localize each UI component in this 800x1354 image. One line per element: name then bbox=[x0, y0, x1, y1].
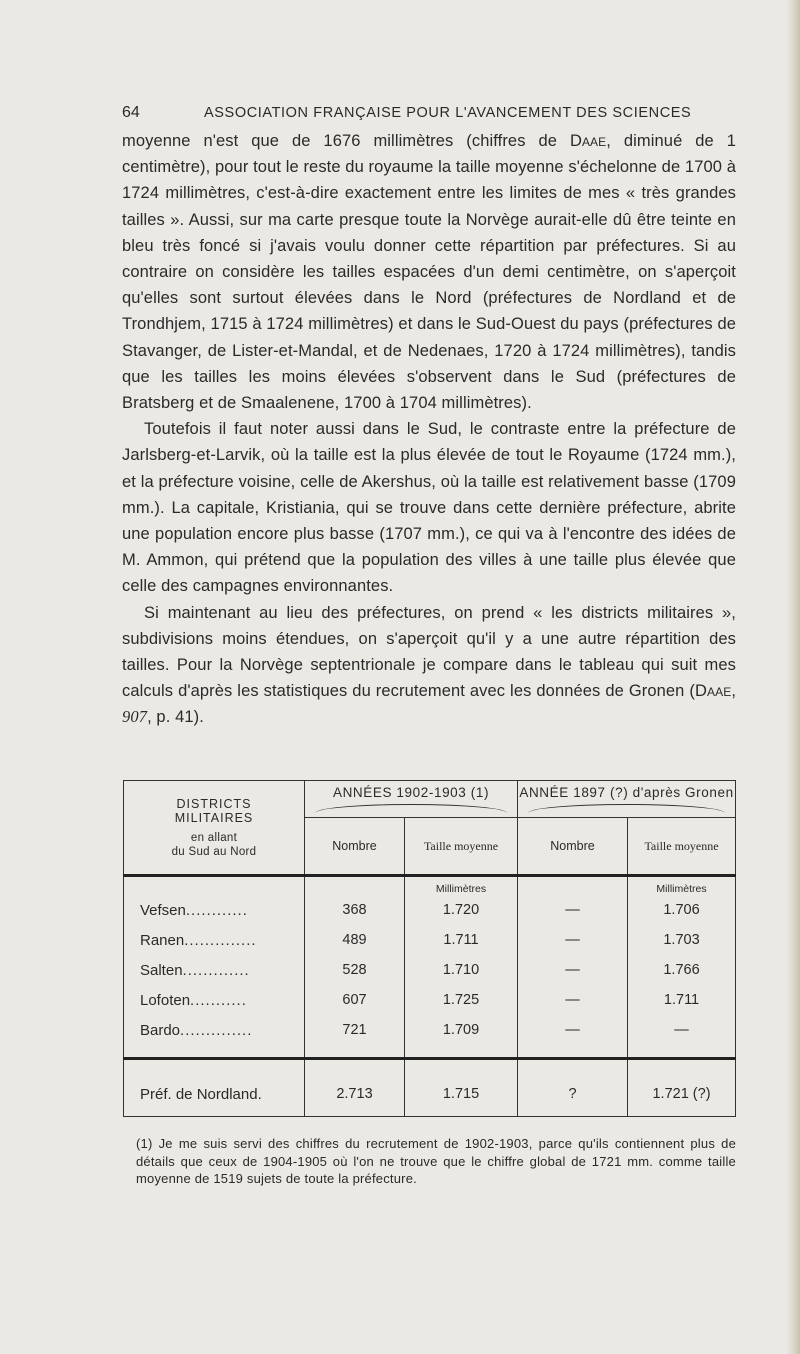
total-row bbox=[124, 1059, 736, 1117]
paragraph-3 bbox=[122, 600, 736, 731]
col-taille-2: Taille moyenne bbox=[628, 818, 736, 876]
author-daae-ref: Daae bbox=[694, 682, 732, 701]
body-text bbox=[122, 128, 736, 731]
row-district: Salten bbox=[140, 961, 183, 979]
total-taille-2: 1.721 (?) bbox=[628, 1059, 736, 1117]
table-row: Vefsen............ 368 1.720 — 1.706 bbox=[124, 895, 736, 925]
row-taille-1: 1.711 bbox=[405, 925, 518, 955]
running-header bbox=[122, 104, 742, 126]
row-nombre-2: — bbox=[518, 925, 628, 955]
table-row: Salten............. 528 1.710 — 1.766 bbox=[124, 955, 736, 985]
units-2: Millimètres bbox=[628, 876, 736, 896]
group-1902-label: ANNÉES 1902-1903 (1) bbox=[332, 785, 490, 800]
page-number: 64 bbox=[122, 104, 140, 121]
brace-2 bbox=[528, 804, 725, 813]
brace-1 bbox=[315, 804, 507, 813]
table-row: Bardo.............. 721 1.709 — — bbox=[124, 1015, 736, 1059]
paragraph-3-part-a: Si maintenant au lieu des préfectures, on prend « les districts militaires », subdivisions moins étendues, on s'aperçoit qu'il y a une autre répartition des tailles. Pour la Norvège septentrionale je compare dans le tableau qui suit mes calculs d'après les statistiques du recrutement avec les données de Gronen ( bbox=[122, 603, 736, 701]
paragraph-1 bbox=[122, 128, 736, 416]
header-districts-sub2: du Sud au Nord bbox=[171, 845, 257, 858]
row-taille-1: 1.720 bbox=[405, 895, 518, 925]
row-nombre-1: 489 bbox=[305, 925, 405, 955]
header-districts-line2: MILITAIRES bbox=[174, 810, 254, 825]
row-nombre-1: 368 bbox=[305, 895, 405, 925]
row-district: Ranen bbox=[140, 931, 185, 949]
col-nombre-2: Nombre bbox=[518, 818, 628, 876]
row-taille-2: 1.706 bbox=[628, 895, 736, 925]
paragraph-2: Toutefois il faut noter aussi dans le Sud, le contraste entre la préfecture de Jarlsberg-et-Larvik, où la taille est la plus élevée de tout le Royaume (1724 mm.), et la préfecture voisine, celle de Akershus, où la taille est relativement basse (1709 mm.). La capitale, Kristiania, qui se trouve dans cette dernière préfecture, abrite une population encore plus basse (1707 mm.), ce qui va à l'encontre des idées de M. Ammon, qui prétend que la population des villes à une taille plus élevée que celle des campagnes environnantes. bbox=[122, 420, 736, 596]
stature-table bbox=[123, 780, 736, 1117]
header-districts-sub1: en allant bbox=[190, 831, 238, 844]
table-row: Ranen.............. 489 1.711 — 1.703 bbox=[124, 925, 736, 955]
total-nombre-1: 2.713 bbox=[305, 1059, 405, 1117]
paragraph-3-part-c: , p. 41). bbox=[147, 708, 204, 727]
row-nombre-1: 721 bbox=[305, 1015, 405, 1059]
row-nombre-1: 607 bbox=[305, 985, 405, 1015]
total-district: Préf. de Nordland. bbox=[124, 1059, 305, 1117]
paragraph-1-part-a: moyenne n'est que de 1676 millimètres (chiffres de bbox=[122, 132, 570, 150]
total-nombre-2: ? bbox=[518, 1059, 628, 1117]
header-group-1902-1903 bbox=[305, 781, 518, 818]
header-group-1897 bbox=[518, 781, 736, 818]
author-daae: Daae bbox=[569, 132, 607, 150]
group-1897-label: ANNÉE 1897 (?) d'après Gronen bbox=[519, 785, 734, 800]
row-taille-2: 1.711 bbox=[628, 985, 736, 1015]
page-edge-shadow bbox=[786, 0, 800, 1354]
header-districts bbox=[124, 781, 305, 876]
running-title: ASSOCIATION FRANÇAISE POUR L'AVANCEMENT DES SCIENCES bbox=[204, 105, 692, 121]
table-row: Lofoten........... 607 1.725 — 1.711 bbox=[124, 985, 736, 1015]
paragraph-3-separator: , bbox=[731, 682, 736, 701]
row-nombre-2: — bbox=[518, 955, 628, 985]
total-taille-1: 1.715 bbox=[405, 1059, 518, 1117]
header-districts-line1: DISTRICTS bbox=[176, 796, 252, 811]
row-taille-1: 1.710 bbox=[405, 955, 518, 985]
row-taille-1: 1.709 bbox=[405, 1015, 518, 1059]
row-nombre-1: 528 bbox=[305, 955, 405, 985]
row-nombre-2: — bbox=[518, 985, 628, 1015]
units-row bbox=[124, 876, 736, 896]
row-nombre-2: — bbox=[518, 1015, 628, 1059]
reference-number: 907 bbox=[122, 707, 148, 727]
row-district: Bardo bbox=[140, 1021, 181, 1039]
row-taille-2: 1.766 bbox=[628, 955, 736, 985]
row-district: Lofoten bbox=[140, 991, 191, 1009]
units-1: Millimètres bbox=[405, 876, 518, 896]
row-taille-1: 1.725 bbox=[405, 985, 518, 1015]
row-taille-2: 1.703 bbox=[628, 925, 736, 955]
col-nombre-1: Nombre bbox=[305, 818, 405, 876]
footnote: (1) Je me suis servi des chiffres du recrutement de 1902-1903, parce qu'ils contiennent plus de détails que ceux de 1904-1905 où l'on ne trouve que le chiffre global de 1721 mm. comme taille moyenne de 1519 sujets de toute la préfecture. bbox=[136, 1136, 736, 1186]
row-taille-2: — bbox=[628, 1015, 736, 1059]
paragraph-1-part-b: , diminué de 1 centimètre), pour tout le reste du royaume la taille moyenne s'échelonne de 1700 à 1724 millimètres, c'est-à-dire exactement entre les limites de mes « très grandes tailles ». Aussi, sur ma carte presque toute la Norvège aurait-elle dû être teinte en bleu très foncé si j'avais voulu donner cette répartition par préfectures. Si au contraire on considère les tailles espacées d'un demi centimètre, on s'aperçoit qu'elles sont surtout élevées dans le Nord (préfectures de Nordland et de Trondhjem, 1715 à 1724 millimètres) et dans le Sud-Ouest du pays (préfectures de Stavanger, de Lister-et-Mandal, et de Nedenaes, 1720 à 1724 millimètres), tandis que les tailles les moins élevées s'observent dans le Sud (préfectures de Bratsberg et de Smaalenene, 1700 à 1704 millimètres). bbox=[122, 132, 736, 413]
row-district: Vefsen bbox=[140, 901, 186, 919]
row-nombre-2: — bbox=[518, 895, 628, 925]
col-taille-1: Taille moyenne bbox=[405, 818, 518, 876]
